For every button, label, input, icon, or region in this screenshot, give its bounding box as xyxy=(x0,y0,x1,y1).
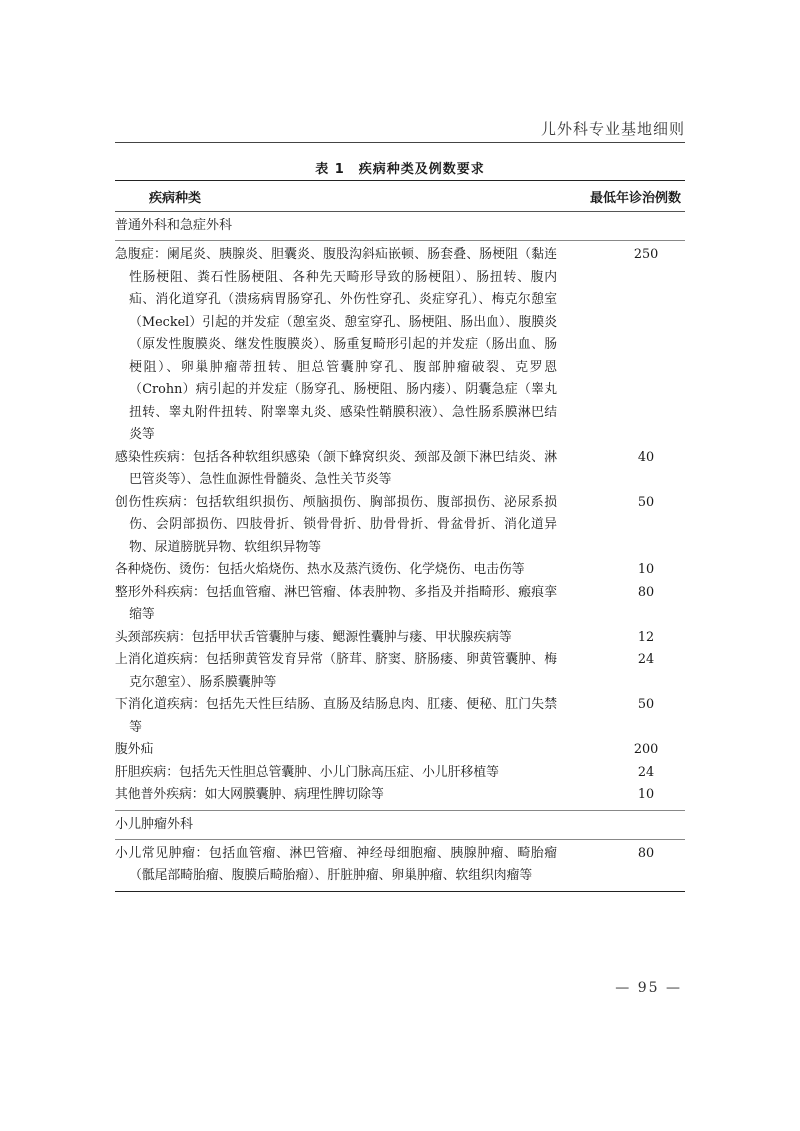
disease-table xyxy=(115,180,685,892)
table-row xyxy=(115,762,685,785)
count-cell: 80 xyxy=(637,845,655,861)
disease-cell: 小儿常见肿瘤：包括血管瘤、淋巴管瘤、神经母细胞瘤、胰腺肿瘤、畸胎瘤（骶尾部畸胎瘤、腹膜后畸胎瘤）、肝脏肿瘤、卵巢肿瘤、软组织肉瘤等 xyxy=(115,845,558,883)
table-row xyxy=(115,649,685,694)
disease-cell: 头颈部疾病：包括甲状舌管囊肿与瘘、鳃源性囊肿与瘘、甲状腺疾病等 xyxy=(115,629,512,645)
table-row xyxy=(115,582,685,627)
table-row xyxy=(115,739,685,762)
count-cell: 80 xyxy=(637,584,655,600)
count-cell: 10 xyxy=(637,787,655,802)
disease-cell: 其他普外疾病：如大网膜囊肿、病理性脾切除等 xyxy=(115,787,384,802)
section-body xyxy=(115,840,685,891)
section-body xyxy=(115,241,685,811)
count-cell: 50 xyxy=(637,697,655,712)
table-row xyxy=(115,627,685,650)
section-heading: 小儿肿瘤外科 xyxy=(115,811,685,840)
count-cell: 200 xyxy=(633,742,659,757)
disease-cell: 整形外科疾病：包括血管瘤、淋巴管瘤、体表肿物、多指及并指畸形、瘢痕挛缩等 xyxy=(115,584,558,622)
count-cell: 24 xyxy=(637,764,655,780)
page-number: — 95 — xyxy=(615,980,682,996)
table-row xyxy=(115,843,685,888)
table-row xyxy=(115,694,685,739)
disease-cell: 肝胆疾病：包括先天性胆总管囊肿、小儿门脉高压症、小儿肝移植等 xyxy=(115,764,499,780)
count-cell: 10 xyxy=(637,562,655,577)
count-cell: 250 xyxy=(633,247,659,262)
header-disease-type: 疾病种类 xyxy=(149,190,202,206)
header-min-annual-cases: 最低年诊治例数 xyxy=(589,190,681,206)
table-title: 表 1 疾病种类及例数要求 xyxy=(315,162,485,177)
disease-cell: 上消化道疾病：包括卵黄管发育异常（脐茸、脐窦、脐肠瘘、卵黄管囊肿、梅克尔憩室）、肠系膜囊肿等 xyxy=(115,652,558,690)
disease-cell: 各种烧伤、烫伤：包括火焰烧伤、热水及蒸汽烫伤、化学烧伤、电击伤等 xyxy=(115,562,525,577)
count-cell: 40 xyxy=(637,449,655,465)
disease-cell: 急腹症：阑尾炎、胰腺炎、胆囊炎、腹股沟斜疝嵌顿、肠套叠、肠梗阻（黏连性肠梗阻、粪石性肠梗阻、各种先天畸形导致的肠梗阻）、肠扭转、腹内疝、消化道穿孔（溃疡病胃肠穿孔、外伤性穿孔、炎症穿孔）、梅克尔憩室（Meckel）引起的并发症（憩室炎、憩室穿孔、肠梗阻、肠出血）、腹膜炎（原发性腹膜炎、继发性腹膜炎）、肠重复畸形引起的并发症（肠出血、肠梗阻）、卵巢肿瘤蒂扭转、胆总管囊肿穿孔、腹部肿瘤破裂、克罗恩（Crohn）病引起的并发症（肠穿孔、肠梗阻、肠内瘘）、阴囊急症（睾丸扭转、睾丸附件扭转、附睾睾丸炎、感染性鞘膜积液）、急性肠系膜淋巴结炎等 xyxy=(115,247,558,442)
count-cell: 50 xyxy=(637,494,655,510)
disease-cell: 感染性疾病：包括各种软组织感染（颌下蜂窝织炎、颈部及颌下淋巴结炎、淋巴管炎等）、急性血源性骨髓炎、急性关节炎等 xyxy=(115,449,558,487)
count-cell: 24 xyxy=(637,652,655,667)
table-header-row xyxy=(115,181,685,212)
section-heading: 普通外科和急症外科 xyxy=(115,212,685,241)
header-rule xyxy=(115,142,685,143)
disease-cell: 下消化道疾病：包括先天性巨结肠、直肠及结肠息肉、肛瘘、便秘、肛门失禁等 xyxy=(115,697,558,735)
table-row xyxy=(115,559,685,582)
table-row xyxy=(115,244,685,447)
count-cell: 12 xyxy=(637,629,655,645)
table-row xyxy=(115,784,685,807)
table-row xyxy=(115,492,685,560)
table-row xyxy=(115,447,685,492)
running-head: 儿外科专业基地细则 xyxy=(540,120,685,138)
disease-cell: 腹外疝 xyxy=(115,742,154,757)
disease-cell: 创伤性疾病：包括软组织损伤、颅脑损伤、胸部损伤、腹部损伤、泌尿系损伤、会阴部损伤、四肢骨折、锁骨骨折、肋骨骨折、骨盆骨折、消化道异物、尿道膀胱异物、软组织异物等 xyxy=(115,494,558,555)
